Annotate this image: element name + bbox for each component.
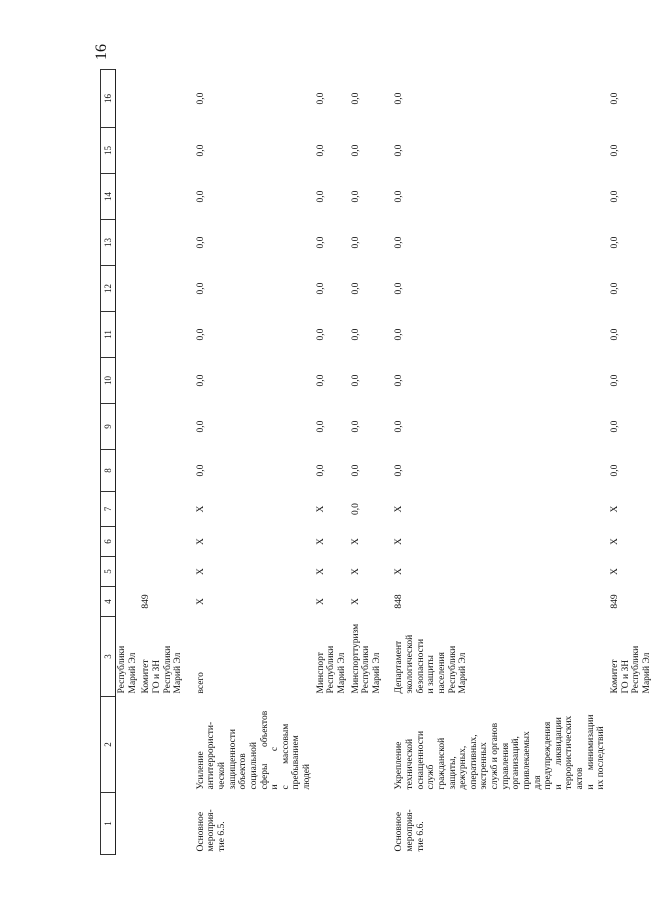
measure-number-cell: Основное мероприя- тие 6.6. <box>394 809 426 852</box>
csr-code-cell: Х <box>195 505 206 513</box>
rz-code-cell: Х <box>394 568 405 575</box>
csr-code-cell: Х <box>609 505 620 513</box>
executor-cell: Департамент экологической безопасности и защиты населения Республики Марий Эл <box>394 634 469 694</box>
value-col13-cell <box>116 220 141 266</box>
col-header: 12 <box>101 266 116 312</box>
value-col8-cell: 0,0 <box>350 464 361 477</box>
measure-number-cell <box>140 793 186 855</box>
value-col14-cell: 0,0 <box>195 190 206 203</box>
value-col10-cell <box>140 358 186 404</box>
value-col9-cell: 0,0 <box>195 420 206 433</box>
value-col13-cell <box>140 220 186 266</box>
table-row <box>350 70 385 855</box>
value-col9-cell <box>140 404 186 450</box>
value-col14-cell <box>116 174 141 220</box>
value-col16-cell: 0,0 <box>394 92 405 105</box>
measure-name-cell <box>609 697 654 793</box>
value-col8-cell: 0,0 <box>609 464 620 477</box>
rz-code-cell: Х <box>350 568 361 575</box>
rz-code-cell: Х <box>315 568 326 575</box>
value-col11-cell: 0,0 <box>609 328 620 341</box>
csr-code-cell <box>140 492 186 527</box>
measure-name-cell: Усиление антитеррористи- ческой защищенности объектов социальной сферы объектов и с с массовым пребыванием людей <box>195 710 313 790</box>
col-header: 2 <box>101 697 116 793</box>
value-col12-cell: 0,0 <box>195 282 206 295</box>
grbs-code-cell: 848 <box>394 594 405 609</box>
grbs-code-cell: 849 <box>609 594 620 609</box>
value-col13-cell: 0,0 <box>195 236 206 249</box>
value-col8-cell <box>116 450 141 492</box>
value-col14-cell: 0,0 <box>609 190 620 203</box>
measure-name-cell <box>116 697 141 793</box>
value-col15-cell: 0,0 <box>195 144 206 157</box>
value-col11-cell: 0,0 <box>315 328 326 341</box>
value-col10-cell <box>116 358 141 404</box>
value-col12-cell: 0,0 <box>394 282 405 295</box>
value-col9-cell <box>116 404 141 450</box>
measure-name-cell <box>140 697 186 793</box>
value-col12-cell: 0,0 <box>350 282 361 295</box>
table-row <box>609 70 654 855</box>
col-header: 14 <box>101 174 116 220</box>
table-row <box>116 70 141 855</box>
table-row <box>315 70 350 855</box>
table-row <box>186 70 315 855</box>
value-col15-cell <box>140 128 186 174</box>
pr-code-cell <box>140 527 186 557</box>
grbs-code-cell: Х <box>350 598 361 605</box>
value-col11-cell: 0,0 <box>394 328 405 341</box>
csr-code-cell: 0,0 <box>350 503 361 515</box>
col-header: 13 <box>101 220 116 266</box>
col-header: 9 <box>101 404 116 450</box>
value-col14-cell: 0,0 <box>394 190 405 203</box>
executor-cell: Комитет ГО и ЗН Республики Марий Эл <box>141 645 184 694</box>
rz-code-cell <box>140 557 186 587</box>
executor-cell: Минспорттуризм Республики Марий Эл <box>350 623 382 694</box>
csr-code-cell: Х <box>315 505 326 513</box>
value-col9-cell: 0,0 <box>394 420 405 433</box>
col-header: 10 <box>101 358 116 404</box>
value-col13-cell: 0,0 <box>315 236 326 249</box>
executor-cell: Минспорт Республики Марий Эл <box>315 645 347 694</box>
value-col11-cell <box>116 312 141 358</box>
value-col8-cell: 0,0 <box>195 464 206 477</box>
csr-code-cell <box>116 492 141 527</box>
pr-code-cell: Х <box>609 538 620 545</box>
value-col8-cell <box>140 450 186 492</box>
measure-name-cell <box>315 697 350 793</box>
value-col16-cell <box>140 70 186 128</box>
measure-number-cell <box>116 793 141 855</box>
grbs-code-cell <box>116 587 141 617</box>
col-header: 11 <box>101 312 116 358</box>
value-col15-cell: 0,0 <box>609 144 620 157</box>
pr-code-cell: Х <box>394 538 405 545</box>
value-col16-cell <box>116 70 141 128</box>
value-col15-cell <box>116 128 141 174</box>
executor-cell: Комитет ГО и ЗН Республики Марий Эл <box>609 645 652 694</box>
measure-number-cell <box>315 793 350 855</box>
value-col13-cell: 0,0 <box>394 236 405 249</box>
table-row <box>140 70 186 855</box>
measure-number-cell: Основное мероприя- тие 6.5. <box>195 809 228 852</box>
col-header: 1 <box>101 793 116 855</box>
pr-code-cell: Х <box>350 538 361 545</box>
value-col11-cell: 0,0 <box>195 328 206 341</box>
value-col9-cell: 0,0 <box>350 420 361 433</box>
csr-code-cell: Х <box>394 505 405 513</box>
measure-number-cell <box>350 793 385 855</box>
value-col16-cell: 0,0 <box>350 92 361 105</box>
value-col14-cell: 0,0 <box>350 190 361 203</box>
value-col10-cell: 0,0 <box>315 374 326 387</box>
value-col16-cell: 0,0 <box>195 92 206 105</box>
pr-code-cell <box>116 527 141 557</box>
col-header: 6 <box>101 527 116 557</box>
value-col8-cell: 0,0 <box>315 464 326 477</box>
measure-number-cell <box>609 793 654 855</box>
value-col16-cell: 0,0 <box>609 92 620 105</box>
value-col12-cell <box>116 266 141 312</box>
value-col10-cell: 0,0 <box>609 374 620 387</box>
column-numbers-row <box>101 70 116 855</box>
executor-cell: Республики Марий Эл <box>117 645 138 694</box>
grbs-code-cell: Х <box>195 598 206 605</box>
value-col12-cell: 0,0 <box>609 282 620 295</box>
rz-code-cell: Х <box>195 568 206 575</box>
value-col11-cell <box>140 312 186 358</box>
value-col8-cell: 0,0 <box>394 464 405 477</box>
budget-table <box>100 69 654 855</box>
pr-code-cell: Х <box>315 538 326 545</box>
measure-name-cell: Укрепление технической оснащенности служб гражданской защиты, дежурных, оперативных, экстренных служб и органов управления организаций, привлекаемых для предупреждения и ликвидации террористических актов и минимизации их последствий <box>394 714 607 790</box>
value-col13-cell: 0,0 <box>350 236 361 249</box>
measure-name-cell <box>350 697 385 793</box>
rotated-table-container <box>100 70 652 855</box>
value-col9-cell: 0,0 <box>609 420 620 433</box>
value-col10-cell: 0,0 <box>195 374 206 387</box>
col-header: 8 <box>101 450 116 492</box>
col-header: 5 <box>101 557 116 587</box>
page-number: 16 <box>93 44 110 60</box>
table-body <box>116 70 654 855</box>
value-col12-cell: 0,0 <box>315 282 326 295</box>
pr-code-cell: Х <box>195 538 206 545</box>
col-header: 15 <box>101 128 116 174</box>
value-col15-cell: 0,0 <box>315 144 326 157</box>
value-col15-cell: 0,0 <box>394 144 405 157</box>
rz-code-cell <box>116 557 141 587</box>
value-col13-cell: 0,0 <box>609 236 620 249</box>
value-col12-cell <box>140 266 186 312</box>
grbs-code-cell: Х <box>315 598 326 605</box>
value-col9-cell: 0,0 <box>315 420 326 433</box>
executor-cell: всего <box>195 672 206 694</box>
col-header: 4 <box>101 587 116 617</box>
col-header: 7 <box>101 492 116 527</box>
grbs-code-cell: 849 <box>141 594 152 609</box>
value-col15-cell: 0,0 <box>350 144 361 157</box>
value-col16-cell: 0,0 <box>315 92 326 105</box>
col-header: 16 <box>101 70 116 128</box>
col-header: 3 <box>101 617 116 697</box>
value-col11-cell: 0,0 <box>350 328 361 341</box>
value-col10-cell: 0,0 <box>394 374 405 387</box>
value-col14-cell <box>140 174 186 220</box>
rz-code-cell: Х <box>609 568 620 575</box>
value-col14-cell: 0,0 <box>315 190 326 203</box>
value-col10-cell: 0,0 <box>350 374 361 387</box>
table-row <box>384 70 609 855</box>
